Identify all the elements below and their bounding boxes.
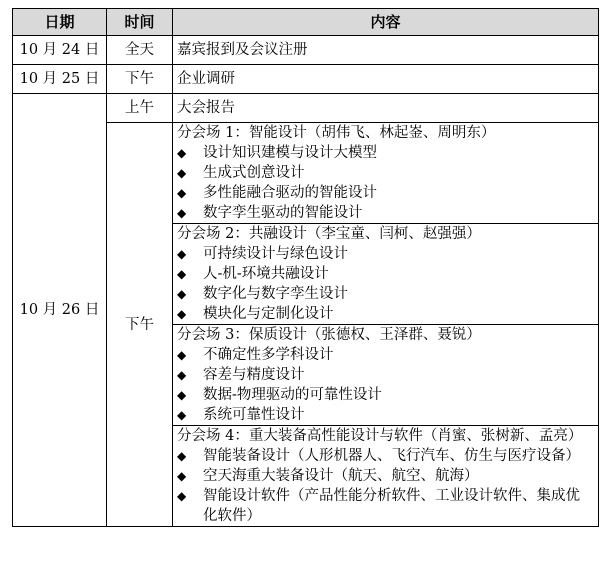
- list-item: [177, 163, 594, 183]
- list-item: [177, 284, 594, 304]
- list-item: [177, 486, 594, 526]
- diamond-bullet-icon: ◆: [177, 206, 187, 220]
- diamond-bullet-icon: ◆: [177, 449, 187, 463]
- date-cell: 10 月 26 日: [13, 94, 107, 527]
- content-cell: 企业调研: [173, 65, 599, 94]
- session-cell: [173, 325, 599, 426]
- topic-text: 人-机-环境共融设计: [203, 266, 329, 282]
- list-item: [177, 244, 594, 264]
- topic-text: 数字化与数字孪生设计: [203, 286, 348, 302]
- list-item: [177, 365, 594, 385]
- session-title: 分会场 1：智能设计（胡伟飞、林起崟、周明东）: [177, 125, 496, 141]
- header-time: 时间: [107, 9, 173, 36]
- list-item: [177, 405, 594, 425]
- conference-schedule-table: [12, 8, 599, 527]
- diamond-bullet-icon: ◆: [177, 287, 187, 301]
- session-cell: [173, 123, 599, 224]
- topic-text: 不确定性多学科设计: [203, 347, 334, 363]
- date-cell: 10 月 25 日: [13, 65, 107, 94]
- diamond-bullet-icon: ◆: [177, 186, 187, 200]
- diamond-bullet-icon: ◆: [177, 388, 187, 402]
- table-row: [13, 65, 599, 94]
- time-cell: 全天: [107, 36, 173, 65]
- diamond-bullet-icon: ◆: [177, 307, 187, 321]
- date-cell: 10 月 24 日: [13, 36, 107, 65]
- topic-text: 模块化与定制化设计: [203, 306, 334, 322]
- topic-list: [177, 244, 594, 324]
- diamond-bullet-icon: ◆: [177, 166, 187, 180]
- topic-text: 设计知识建模与设计大模型: [203, 145, 377, 161]
- topic-text: 空天海重大装备设计（航天、航空、航海）: [203, 468, 479, 484]
- time-cell: 下午: [107, 65, 173, 94]
- diamond-bullet-icon: ◆: [177, 489, 187, 503]
- list-item: [177, 345, 594, 365]
- topic-list: [177, 345, 594, 425]
- session-cell: [173, 224, 599, 325]
- topic-text: 数字孪生驱动的智能设计: [203, 205, 363, 221]
- header-content: 内容: [173, 9, 599, 36]
- diamond-bullet-icon: ◆: [177, 469, 187, 483]
- topic-text: 生成式创意设计: [203, 165, 305, 181]
- content-cell: 大会报告: [173, 94, 599, 123]
- list-item: [177, 446, 594, 466]
- diamond-bullet-icon: ◆: [177, 146, 187, 160]
- session-title: 分会场 4：重大装备高性能设计与软件（肖蜜、张树新、孟亮）: [177, 428, 583, 444]
- topic-text: 容差与精度设计: [203, 367, 305, 383]
- list-item: [177, 143, 594, 163]
- table-header-row: [13, 9, 599, 36]
- list-item: [177, 203, 594, 223]
- content-cell: 嘉宾报到及会议注册: [173, 36, 599, 65]
- topic-text: 可持续设计与绿色设计: [203, 246, 348, 262]
- list-item: [177, 183, 594, 203]
- topic-text: 智能设计软件（产品性能分析软件、工业设计软件、集成优化软件）: [203, 488, 580, 524]
- topic-list: [177, 446, 594, 526]
- diamond-bullet-icon: ◆: [177, 408, 187, 422]
- diamond-bullet-icon: ◆: [177, 267, 187, 281]
- time-cell: 上午: [107, 94, 173, 123]
- topic-text: 数据-物理驱动的可靠性设计: [203, 387, 382, 403]
- session-cell: [173, 426, 599, 527]
- topic-text: 系统可靠性设计: [203, 407, 305, 423]
- diamond-bullet-icon: ◆: [177, 247, 187, 261]
- topic-list: [177, 143, 594, 223]
- session-title: 分会场 3：保质设计（张德权、王泽群、聂锐）: [177, 327, 481, 343]
- list-item: [177, 385, 594, 405]
- session-title: 分会场 2：共融设计（李宝童、闫柯、赵强强）: [177, 226, 481, 242]
- table-row: [13, 94, 599, 123]
- list-item: [177, 264, 594, 284]
- diamond-bullet-icon: ◆: [177, 368, 187, 382]
- diamond-bullet-icon: ◆: [177, 348, 187, 362]
- table-row: [13, 36, 599, 65]
- header-date: 日期: [13, 9, 107, 36]
- list-item: [177, 304, 594, 324]
- schedule-page: [12, 8, 598, 527]
- topic-text: 多性能融合驱动的智能设计: [203, 185, 377, 201]
- list-item: [177, 466, 594, 486]
- topic-text: 智能装备设计（人形机器人、飞行汽车、仿生与医疗设备）: [203, 448, 580, 464]
- time-cell: 下午: [107, 123, 173, 527]
